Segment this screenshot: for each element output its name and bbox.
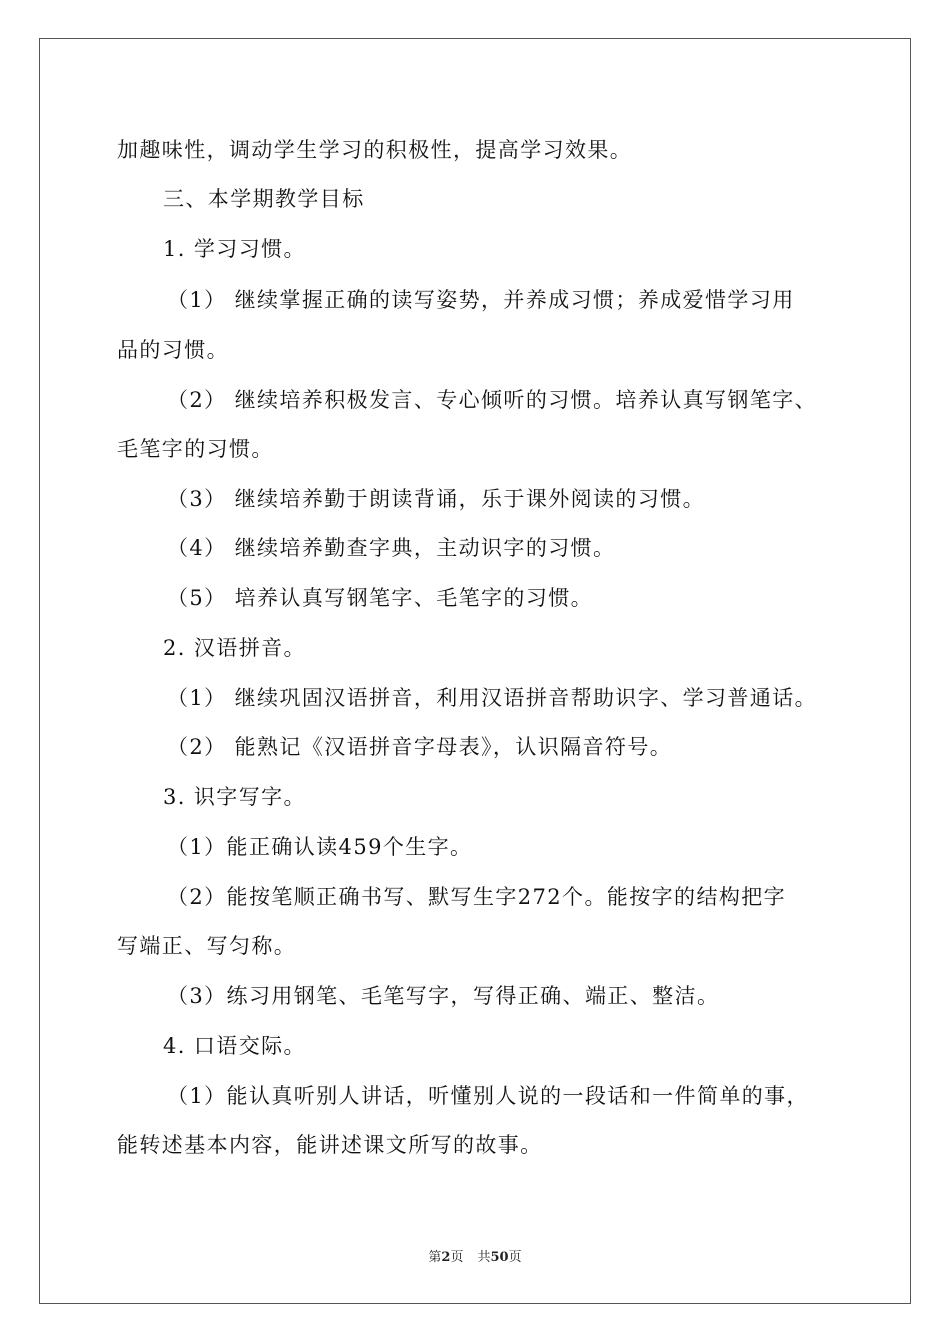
total-pages: 50	[490, 1250, 509, 1265]
total-pages-suffix: 页	[508, 1250, 522, 1265]
subsection-heading: 1. 学习习惯。	[163, 237, 306, 261]
list-item: （1） 继续巩固汉语拼音，利用汉语拼音帮助识字、学习普通话。	[167, 686, 818, 710]
total-pages-prefix: 共	[477, 1250, 491, 1265]
page-footer	[0, 1250, 950, 1266]
list-item: （1） 继续掌握正确的读写姿势，并养成习惯；养成爱惜学习用	[167, 288, 795, 312]
list-item: （5） 培养认真写钢笔字、毛笔字的习惯。	[167, 586, 594, 610]
list-item: （3） 继续培养勤于朗读背诵，乐于课外阅读的习惯。	[167, 487, 706, 511]
page-border	[39, 38, 911, 1304]
section-heading: 三、本学期教学目标	[163, 187, 365, 211]
subsection-heading: 4. 口语交际。	[163, 1034, 306, 1058]
list-item: （4） 继续培养勤查字典，主动识字的习惯。	[167, 536, 616, 560]
paragraph-line: 加趣味性，调动学生学习的积极性，提高学习效果。	[117, 138, 633, 162]
list-item: （1）能正确认读459个生字。	[167, 835, 473, 859]
list-item: （2） 能熟记《汉语拼音字母表》，认识隔音符号。	[167, 735, 673, 759]
page-number-suffix: 页	[450, 1250, 464, 1265]
page-number: 2	[441, 1250, 451, 1265]
subsection-heading: 2. 汉语拼音。	[163, 636, 306, 660]
list-item: （2）能按笔顺正确书写、默写生字272个。能按字的结构把字	[167, 885, 787, 909]
list-item-continuation: 写端正、写匀称。	[117, 934, 297, 958]
page-number-prefix: 第	[428, 1250, 442, 1265]
list-item-continuation: 毛笔字的习惯。	[117, 437, 274, 461]
list-item-continuation: 能转述基本内容，能讲述课文所写的故事。	[117, 1133, 543, 1157]
subsection-heading: 3. 识字写字。	[163, 785, 306, 809]
list-item-continuation: 品的习惯。	[117, 338, 229, 362]
list-item: （2） 继续培养积极发言、专心倾听的习惯。培养认真写钢笔字、	[167, 388, 818, 412]
list-item: （3）练习用钢笔、毛笔写字，写得正确、端正、整洁。	[167, 984, 720, 1008]
list-item: （1）能认真听别人讲话，听懂别人说的一段话和一件简单的事，	[167, 1084, 809, 1108]
